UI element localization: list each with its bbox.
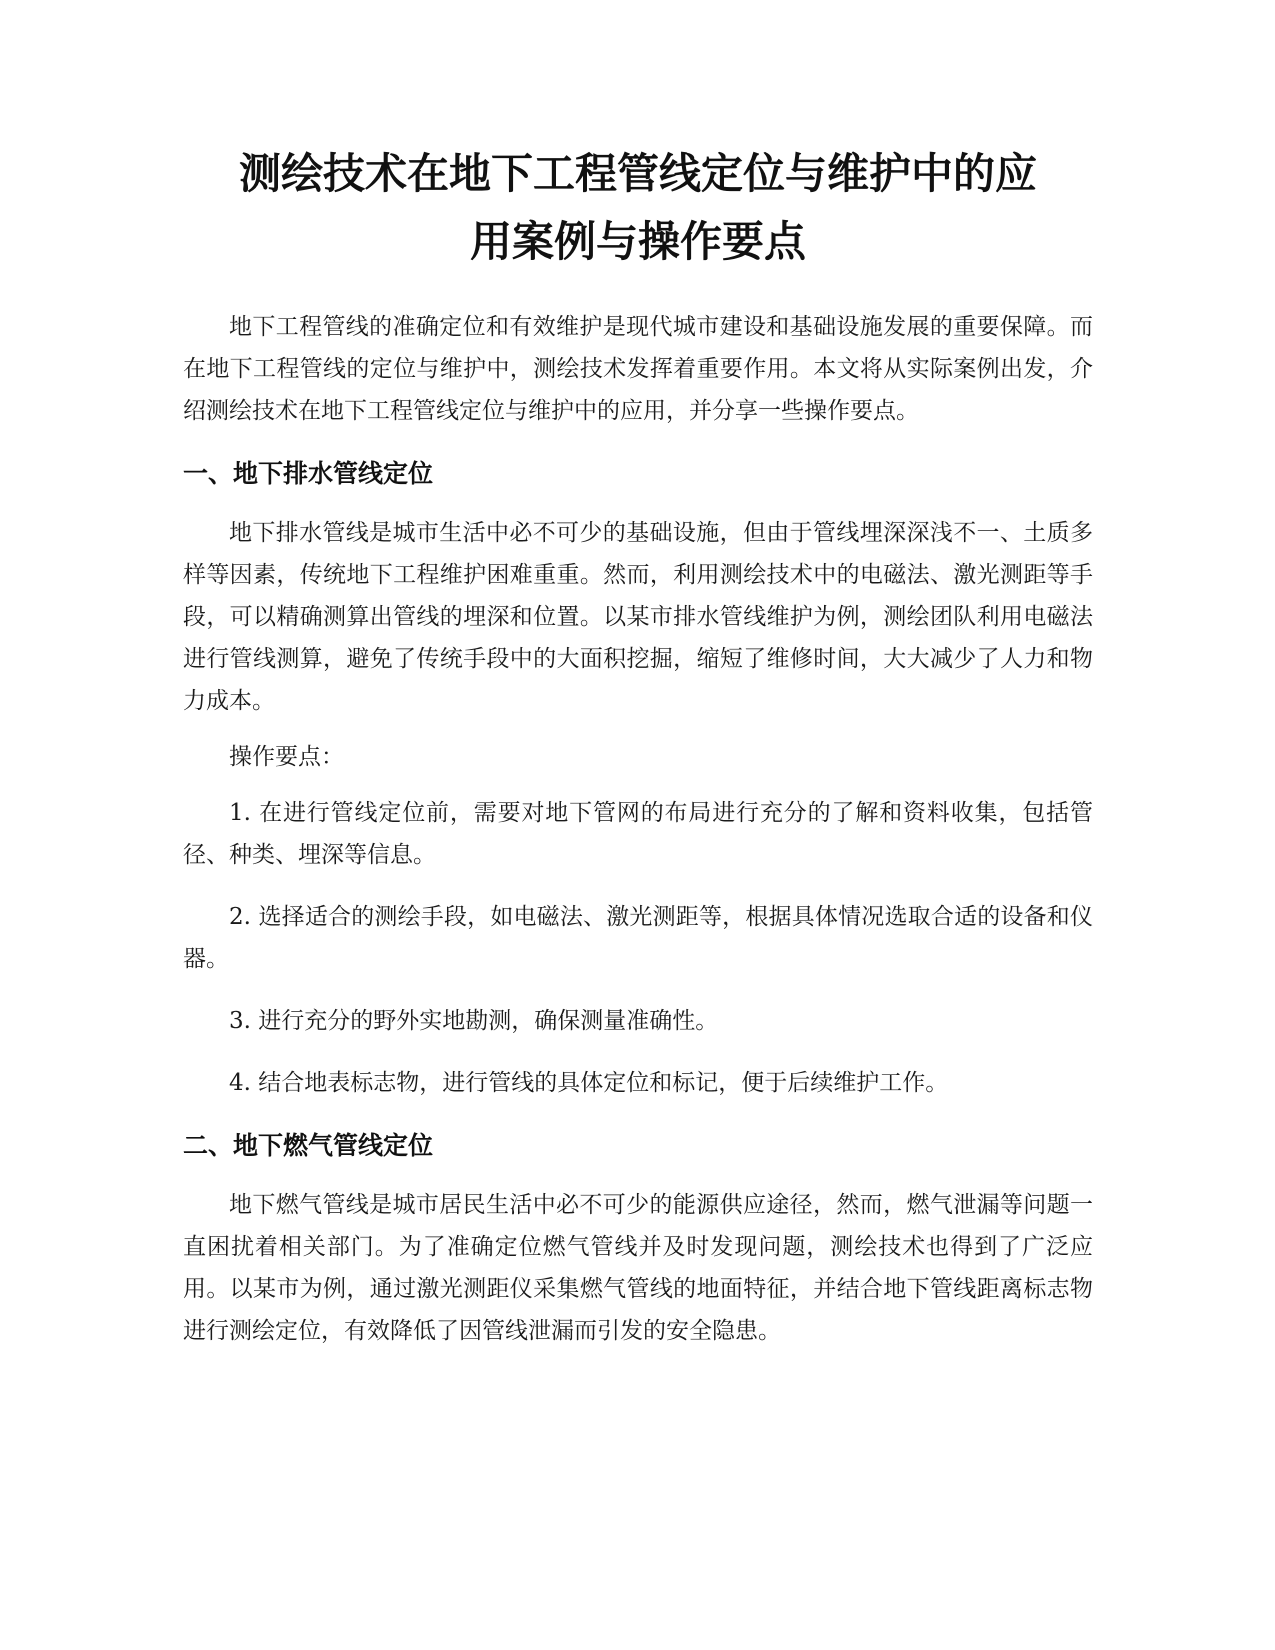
- operation-point-2: 2. 选择适合的测绘手段，如电磁法、激光测距等，根据具体情况选取合适的设备和仪器。: [183, 904, 1093, 972]
- title-line-1: 测绘技术在地下工程管线定位与维护中的应: [238, 149, 1037, 198]
- title-line-2: 用案例与操作要点: [469, 217, 806, 266]
- section-2-body: 地下燃气管线是城市居民生活中必不可少的能源供应途径，然而，燃气泄漏等问题一直困扰着相关部门。为了准确定位燃气管线并及时发现问题，测绘技术也得到了广泛应用。以某市为例，通过激光测距仪采集燃气管线的地面特征，并结合地下管线距离标志物进行测绘定位，有效降低了因管线泄漏而引发的安全隐患。: [183, 1192, 1093, 1344]
- operation-point-3: 3. 进行充分的野外实地勘测，确保测量准确性。: [229, 1008, 719, 1034]
- intro-paragraph: 地下工程管线的准确定位和有效维护是现代城市建设和基础设施发展的重要保障。而在地下工程管线的定位与维护中，测绘技术发挥着重要作用。本文将从实际案例出发，介绍测绘技术在地下工程管线定位与维护中的应用，并分享一些操作要点。: [183, 314, 1093, 424]
- operation-point-1: 1. 在进行管线定位前，需要对地下管网的布局进行充分的了解和资料收集，包括管径、种类、埋深等信息。: [183, 800, 1093, 868]
- document-title: [183, 140, 1093, 276]
- document-page: [183, 140, 1093, 1366]
- operation-points-label: 操作要点：: [229, 744, 344, 770]
- section-1-body: 地下排水管线是城市生活中必不可少的基础设施，但由于管线埋深深浅不一、土质多样等因素，传统地下工程维护困难重重。然而，利用测绘技术中的电磁法、激光测距等手段，可以精确测算出管线的埋深和位置。以某市排水管线维护为例，测绘团队利用电磁法进行管线测算，避免了传统手段中的大面积挖掘，缩短了维修时间，大大减少了人力和物力成本。: [183, 520, 1093, 714]
- operation-point-4: 4. 结合地表标志物，进行管线的具体定位和标记，便于后续维护工作。: [229, 1070, 949, 1096]
- section-1-heading: 一、地下排水管线定位: [183, 459, 434, 488]
- section-2-heading: 二、地下燃气管线定位: [183, 1131, 434, 1160]
